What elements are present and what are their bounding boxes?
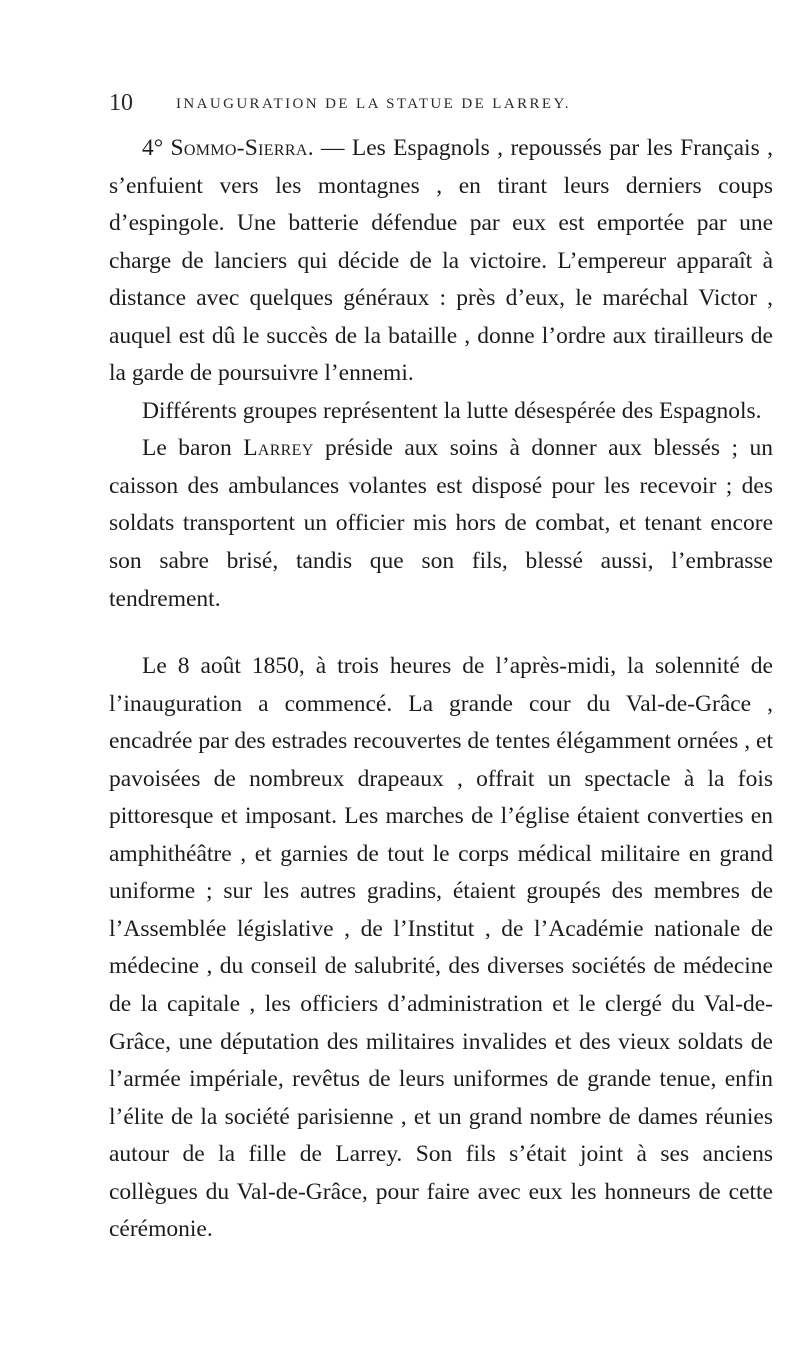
- section-gap: [109, 618, 773, 648]
- body-text: [109, 130, 773, 1249]
- item-number: 4°: [142, 135, 171, 161]
- paragraph-text: préside aux soins à donner aux blessés ; un caisson des ambulances volantes est disposé pour les recevoir ; des soldats transportent un officier mis hors de combat, et tenant encore son sabre brisé, tandis que son fils, blessé aussi, l’embrasse tendrement.: [109, 435, 773, 612]
- paragraph-larrey: [109, 430, 773, 618]
- place-name-smallcaps: Sommo-Sierra: [170, 135, 308, 161]
- page-number: 10: [109, 90, 133, 116]
- paragraph-sommo-sierra: [109, 130, 773, 393]
- running-title: INAUGURATION DE LA STATUE DE LARREY.: [176, 96, 571, 112]
- paragraph-lead: Le baron: [142, 435, 244, 462]
- running-head: [109, 88, 769, 118]
- surname-smallcaps: Larrey: [243, 435, 314, 462]
- paragraph-groups: Différents groupes représentent la lutte désespérée des Espagnols.: [142, 397, 762, 424]
- paragraph-text: . — Les Espagnols , repoussés par les Français , s’enfuient vers les montagnes , en tirant leurs derniers coups d’espingole. Une batterie défendue par eux est emportée par une charge de lanciers qui décide de la victoire. L’empereur apparaît à distance avec quelques généraux : près d’eux, le maréchal Victor , auquel est dû le succès de la bataille , donne l’ordre aux tirailleurs de la garde de poursuivre l’ennemi.: [109, 135, 773, 387]
- paragraph-inauguration: Le 8 août 1850, à trois heures de l’après-midi, la solennité de l’inauguration a commencé. La grande cour du Val-de-Grâce , encadrée par des estrades recouvertes de tentes élégamment ornées , et pavoisées de nombreux drapeaux , offrait un spectacle à la fois pittoresque et imposant. Les marches de l’église étaient converties en amphithéâtre , et garnies de tout le corps médical militaire en grand uniforme ; sur les autres gradins, étaient groupés des membres de l’Assemblée législative , de l’Institut , de l’Académie nationale de médecine , du conseil de salubrité, des diverses sociétés de médecine de la capitale , les officiers d’administration et le clergé du Val-de-Grâce, une députation des militaires invalides et des vieux soldats de l’armée impériale, revêtus de leurs uniformes de grande tenue, enfin l’élite de la société parisienne , et un grand nombre de dames réunies autour de la fille de Larrey. Son fils s’était joint à ses anciens collègues du Val-de-Grâce, pour faire avec eux les honneurs de cette cérémonie.: [109, 653, 773, 1243]
